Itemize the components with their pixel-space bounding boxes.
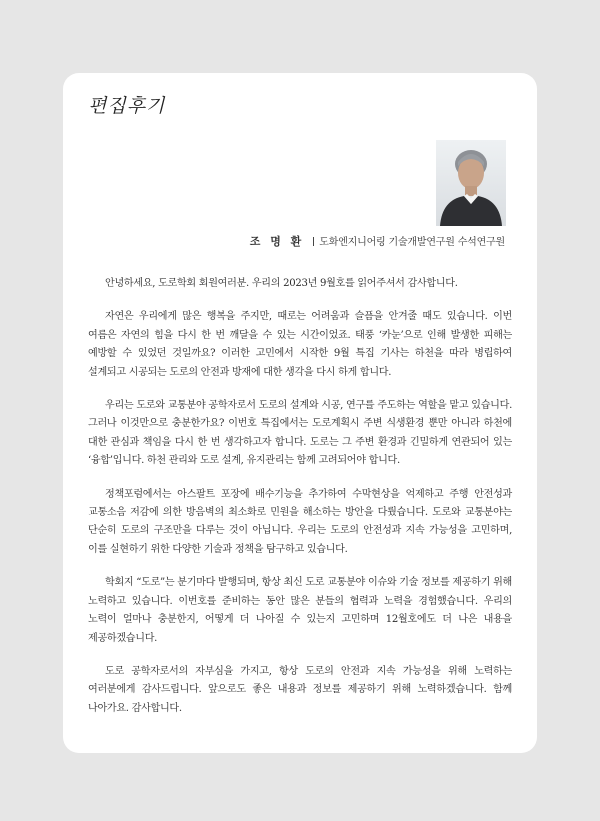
editorial-body [88, 275, 512, 733]
portrait-icon [436, 140, 506, 226]
paragraph: 우리는 도로와 교통분야 공학자로서 도로의 설계와 시공, 연구를 주도하는 역할을 맡고 있습니다. 그러나 이것만으로 충분한가요? 이번호 특집에서는 도로계획시 주변 식생환경 뿐만 아니라 하천에 대한 관심과 책임을 다시 한 번 생각하고자 합니다. 도로는 그 주변 환경과 긴밀하게 연관되어 있는 ‘융합’입니다. 하천 관리와 도로 설계, 유지관리는 함께 고려되어야 합니다. [88, 400, 512, 467]
paragraph: 학회지 “도로”는 분기마다 발행되며, 항상 최신 도로 교통분야 이슈와 기술 정보를 제공하기 위해 노력하고 있습니다. 이번호를 준비하는 동안 많은 분들의 협력과 노력을 경험했습니다. 우리의 노력이 얼마나 충분한지, 어떻게 더 나아질 수 있는지 고민하며 12월호에도 더 나은 내용을 제공하겠습니다. [88, 577, 512, 644]
paragraph: 자연은 우리에게 많은 행복을 주지만, 때로는 어려움과 슬픔을 안겨줄 때도 있습니다. 이번 여름은 자연의 힘을 다시 한 번 깨달을 수 있는 시간이었죠. 태풍 ‘카눈’으로 인해 발생한 피해는 예방할 수 있었던 것일까요? 이러한 고민에서 시작한 9월 특집 기사는 하천을 따라 병립하여 설계되고 시공되는 도로의 안전과 방재에 대한 생각을 다시 하게 합니다. [88, 311, 512, 378]
paragraph: 도로 공학자로서의 자부심을 가지고, 항상 도로의 안전과 지속 가능성을 위해 노력하는 여러분에게 감사드립니다. 앞으로도 좋은 내용과 정보를 제공하기 위해 노력하겠습니다. 함께 나아가요. 감사합니다. [88, 665, 512, 714]
author-photo [436, 140, 506, 226]
page-title: 편집후기 [88, 95, 166, 117]
editorial-card [63, 73, 537, 753]
author-credit [250, 233, 505, 249]
paragraph: 정책포럼에서는 아스팔트 포장에 배수기능을 추가하여 수막현상을 억제하고 주행 안전성과 교통소음 저감에 의한 방음벽의 최소화로 민원을 해소하는 방안을 다뤘습니다. 도로와 교통분야는 단순히 도로의 구조만을 다루는 것이 아닙니다. 우리는 도로의 안전성과 지속 가능성을 고민하며, 이를 실현하기 위한 다양한 기술과 정책을 탐구하고 있습니다. [88, 488, 512, 555]
divider [313, 237, 314, 246]
author-name: 조 명 환 [249, 235, 305, 248]
author-role: 도화엔지니어링 기술개발연구원 수석연구원 [319, 237, 505, 248]
paragraph: 안녕하세요, 도로학회 회원여러분. 우리의 2023년 9월호를 읽어주셔서 감사합니다. [105, 278, 458, 289]
